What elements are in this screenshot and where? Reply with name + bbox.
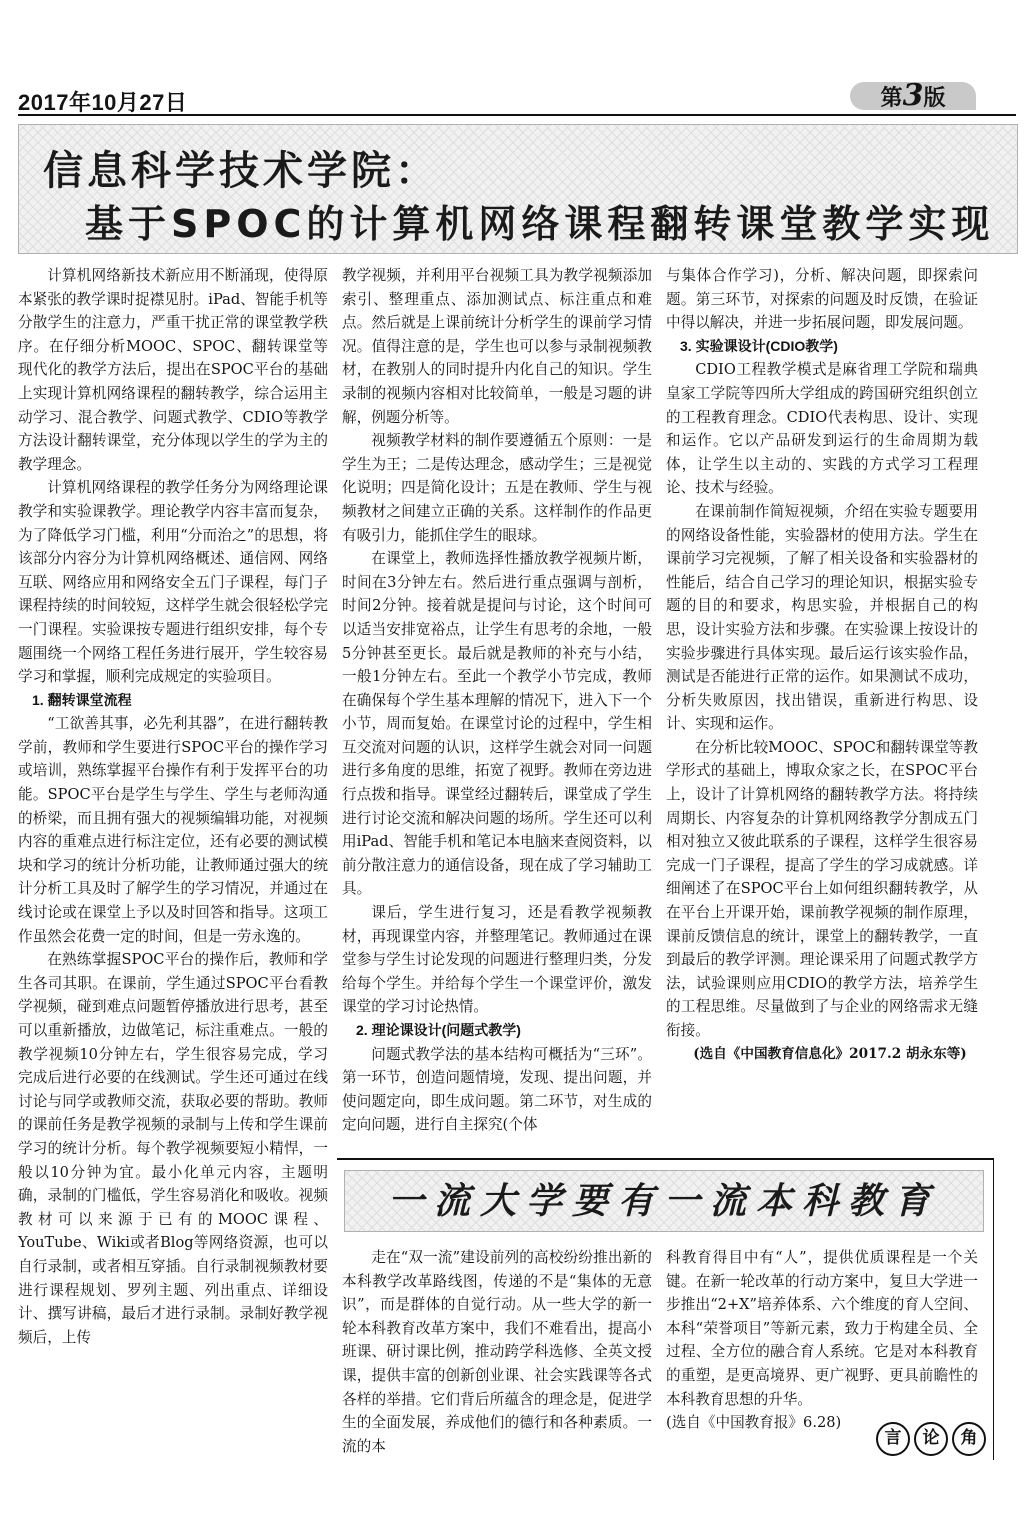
edition-number: 3 — [902, 78, 924, 113]
paragraph: 科教育得目中有“人”，提供优质课程是一个关键。在新一轮改革的行动方案中，复旦大学进一步推出“2+X”培养体系、六个维度的育人空间、本科“荣誉项目”等新元素，致力于构建全员、全过程、全方位的融合育人系统。它是对本科教育的重塑，是更高境界、更广视野、更具前瞻性的本科教育思想的升华。 — [666, 1249, 978, 1408]
paragraph: 在课前制作简短视频，介绍在实验专题要用的网络设备性能，实验器材的使用方法。学生在课前学习完视频，了解了相关设备和实验器材的性能后，结合自己学习的理论知识，根据实验专题的目的和要求，构思实验，并根据自己的构思，设计实验方法和步骤。在实验课上按设计的实验步骤进行具体实现。最后运行该实验作品，测试是否能进行正常的运作。如果测试不成功，分析失败原因，找出错误，重新进行构思、设计、实现和运作。 — [666, 502, 978, 733]
paragraph: 课后，学生进行复习，还是看教学视频教材，再现课堂内容，并整理笔记。教师通过在课堂参与学生讨论发现的问题进行整理归类，分发给每个学生。并给每个学生一个课堂评价，激发课堂的学习讨论热情。 — [342, 904, 652, 1016]
article-column-1 — [18, 264, 328, 1349]
paragraph: 教学视频，并利用平台视频工具为教学视频添加索引、整理重点、添加测试点、标注重点和难点。然后就是上课前统计分析学生的课前学习情况。值得注意的是，学生也可以参与录制视频教材，在教别人的同时提升内化自己的知识。学生录制的视频内容相对比较简单，一般是习题的讲解，例题分析等。 — [342, 267, 652, 426]
sidebar-article-title: 一流大学要有一流本科教育 — [387, 1180, 940, 1222]
paragraph: 计算机网络新技术新应用不断涌现，使得原本紧张的教学课时捉襟见肘。iPad、智能手机等分散学生的注意力，严重干扰正常的课堂教学秩序。在仔细分析MOOC、SPOC、翻转课堂等现代化的教学方法后，提出在SPOC平台的基础上实现计算机网络课程的翻转教学，综合运用主动学习、混合教学、问题式教学、CDIO等教学方法设计翻转课堂，充分体现以学生的学为主的教学理念。 — [18, 267, 328, 473]
issue-date: 2017年10月27日 — [18, 90, 188, 115]
sidebar-column-2 — [666, 1246, 978, 1435]
paragraph: 在分析比较MOOC、SPOC和翻转课堂等教学形式的基础上，博取众家之长，在SPOC平台上，设计了计算机网络的翻转教学方法。将持续周期长、内容复杂的计算机网络教学分割成五门相对独立又彼此联系的子课程，这样学生很容易完成一门子课程，提高了学生的学习成就感。详细阐述了在SPOC平台上如何组织翻转教学，从在平台上开课开始，课前教学视频的制作原理，课前反馈信息的统计，课堂上的翻转教学，一直到最后的教学评测。理论课采用了问题式教学方法，试验课则应用CDIO的教学方法，培养学生的工程思维。尽量做到了与企业的网络需求无缝衔接。 — [666, 738, 978, 1039]
page-header — [18, 78, 1016, 116]
paragraph: 计算机网络课程的教学任务分为网络理论课教学和实验课教学。理论教学内容丰富而复杂，为了降低学习门槛，利用“分而治之”的思想，将该部分内容分为计算机网络概述、通信网、网络互联、网络应用和网络安全五门子课程，每门子课程持续的时间较短，这样学生就会很轻松学完一门课程。实验课按专题进行组织安排，每个专题围绕一个网络工程任务进行展开，学生较容易学习和掌握，顺利完成规定的实验项目。 — [18, 479, 328, 686]
article-column-3 — [666, 264, 978, 1066]
paragraph: 在熟练掌握SPOC平台的操作后，教师和学生各司其职。在课前，学生通过SPOC平台看教学视频，碰到难点问题暂停播放进行思考，甚至可以重新播放，边做笔记，标注重难点。一般的教学视频10分钟左右，学生很容易完成，学习完成后进行必要的在线测试。学生还可通过在线讨论与同学或教师交流，获取必要的帮助。教师的课前任务是教学视频的录制与上传和学生课前学习的统计分析。每个教学视频要短小精悍，一般以10分钟为宜。最小化单元内容，主题明确，录制的门槛低，学生容易消化和吸收。视频教材可以来源于已有的MOOC课程、YouTube、Wiki或者Blog等网络资源，也可以自行录制，或者相互穿插。自行录制视频教材要进行课程规划、罗列主题、列出重点、详细设计、撰写讲稿，最后才进行录制。录制好教学视频后，上传 — [18, 951, 328, 1346]
paragraph: 走在“双一流”建设前列的高校纷纷推出新的本科教学改革路线图，传递的不是“集体的无意识”，而是群体的自觉行动。从一些大学的新一轮本科教育改革方案中，我们不难看出，提高小班课、研讨课比例，推动跨学科选修、全英文授课，提供丰富的创新创业课、社会实践课等各式各样的举措。它们背后所蕴含的理念是，促进学生的全面发展，养成他们的德行和各种素质。一流的本 — [342, 1249, 652, 1455]
section-heading: 2. 理论课设计(问题式教学) — [356, 1022, 521, 1038]
seal-char-jiao: 角 — [952, 1422, 986, 1456]
banner-title-line1: 信息科学技术学院： — [43, 147, 439, 194]
sidebar-column-1 — [342, 1246, 652, 1458]
article-source: (选自《中国教育信息化》2017.2 胡永东等) — [693, 1045, 967, 1062]
article-banner — [18, 124, 1018, 254]
paragraph: CDIO工程教学模式是麻省理工学院和瑞典皇家工学院等四所大学组成的跨国研究组织创立的工程教育理念。CDIO代表构思、设计、实现和运作。它以产品研发到运行的生命周期为载体，让学生以主动的、实践的方式学习工程理论、技术与经验。 — [666, 361, 978, 497]
edition-pre: 第 — [880, 85, 903, 110]
sidebar-article-title-box — [344, 1170, 984, 1232]
edition-badge — [850, 78, 976, 113]
edition-post: 版 — [923, 85, 946, 110]
paragraph: 视频教学材料的制作要遵循五个原则：一是学生为王；二是传达理念，感动学生；三是视觉化说明；四是简化设计；五是在教师、学生与视频教材之间建立正确的关系。这样制作的作品更有吸引力，能抓住学生的眼球。 — [342, 432, 652, 544]
section-heading: 1. 翻转课堂流程 — [32, 691, 132, 708]
article-source: (选自《中国教育报》6.28) — [666, 1414, 842, 1432]
commentary-corner-seal — [876, 1422, 986, 1456]
seal-char-yan: 言 — [876, 1422, 910, 1456]
paragraph: 在课堂上，教师选择性播放教学视频片断，时间在3分钟左右。然后进行重点强调与剖析，时间2分钟。接着就是提问与讨论，这个时间可以适当安排宽裕点，让学生有思考的余地，一般5分钟甚至更长。最后就是教师的补充与小结，一般1分钟左右。至此一个教学小节完成，教师在确保每个学生基本理解的情况下，进入下一个小节，周而复始。在课堂讨论的过程中，学生相互交流对问题的认识，这样学生就会对同一问题进行多角度的思维，拓宽了视野。教师在旁边进行点拨和指导。课堂经过翻转后，课堂成了学生进行讨论交流和解决问题的场所。学生还可以利用iPad、智能手机和笔记本电脑来查阅资料，以前分散注意力的通信设备，现在成了学习辅助工具。 — [342, 550, 652, 898]
section-heading: 3. 实验课设计(CDIO教学) — [680, 337, 838, 354]
paragraph: “工欲善其事，必先利其器”，在进行翻转教学前，教师和学生要进行SPOC平台的操作学习或培训，熟练掌握平台操作有利于发挥平台的功能。SPOC平台是学生与学生、学生与老师沟通的桥梁，而且拥有强大的视频编辑功能，对视频内容的重难点进行标注定位，还有必要的测试模块和学习的统计分析功能，让教师通过强大的统计分析工具及时了解学生的学习情况，并通过在线讨论或在课堂上予以及时回答和指导。这项工作虽然会花费一定的时间，但是一劳永逸的。 — [18, 715, 328, 945]
seal-char-lun: 论 — [914, 1422, 948, 1456]
paragraph: 与集体合作学习)，分析、解决问题，即探索问题。第三环节，对探索的问题及时反馈，在验证中得以解决，并进一步拓展问题，即发展问题。 — [666, 267, 978, 332]
paragraph: 问题式教学法的基本结构可概括为“三环”。第一环节，创造问题情境，发现、提出问题，并使问题定向，即生成问题。第二环节，对生成的定向问题，进行自主探究(个体 — [342, 1045, 652, 1134]
banner-title-line2: 基于SPOC的计算机网络课程翻转课堂教学实现 — [85, 202, 995, 246]
article-column-2 — [342, 264, 652, 1137]
